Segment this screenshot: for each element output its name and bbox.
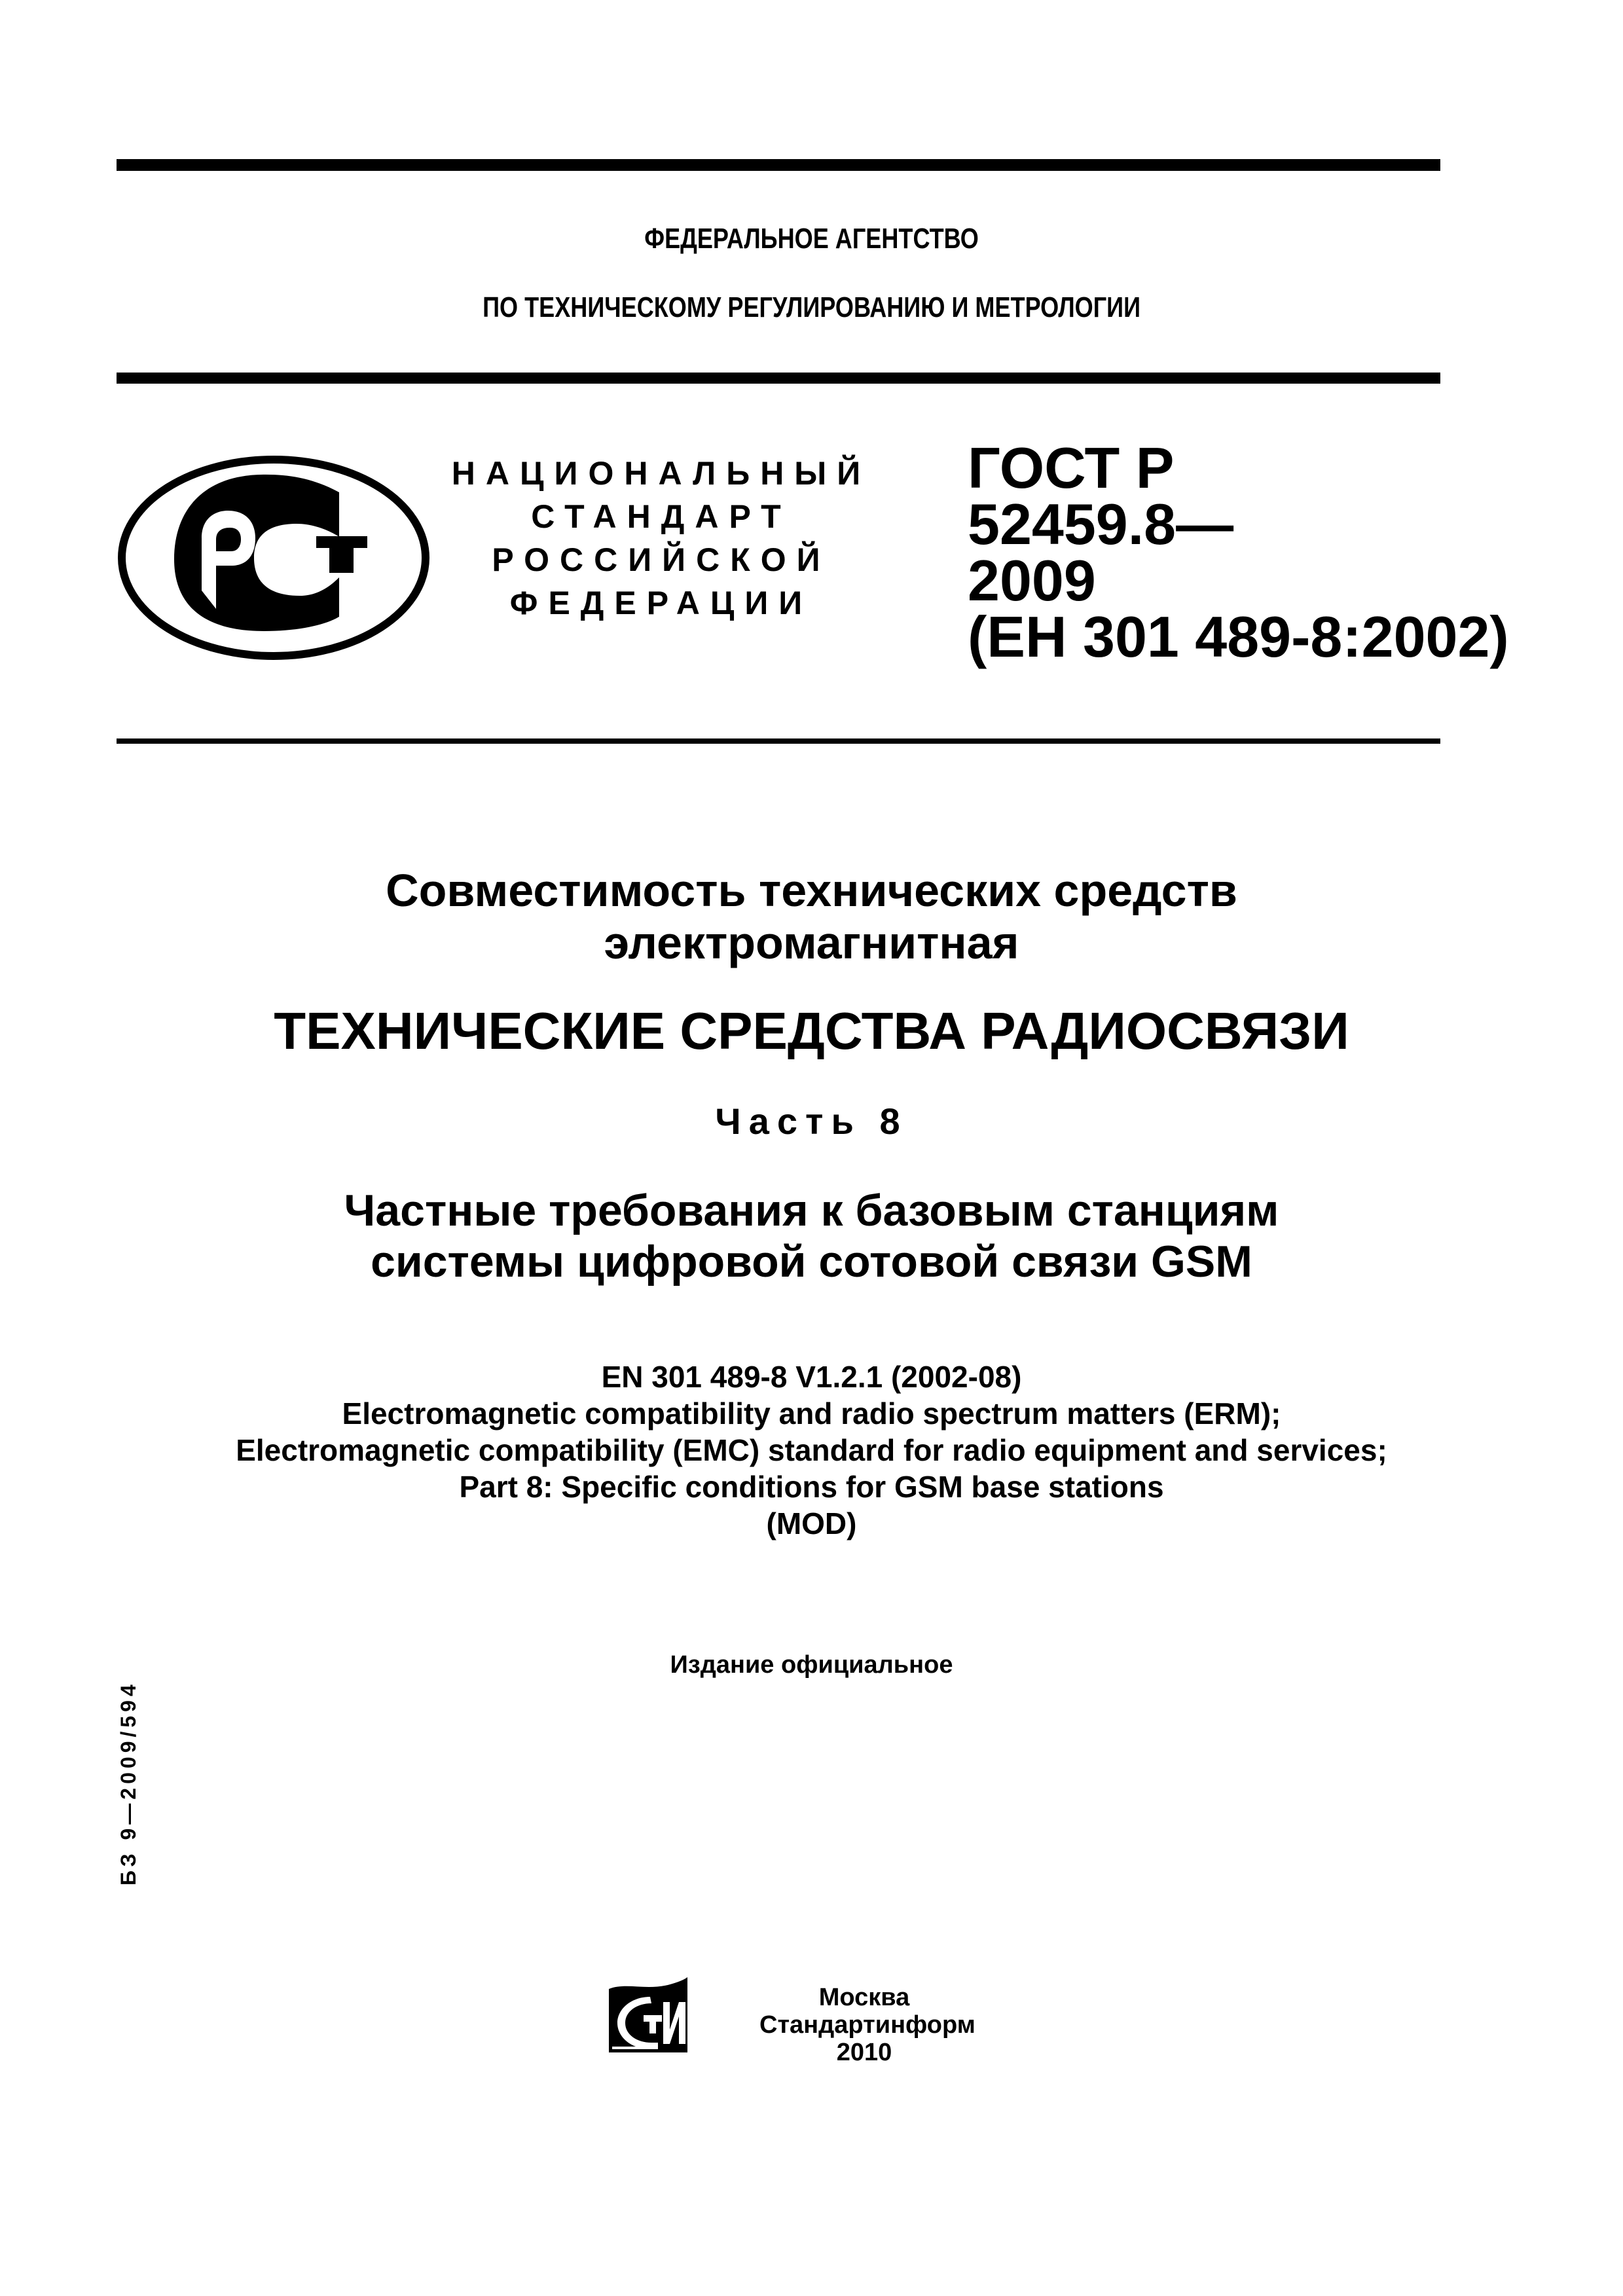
publisher-block xyxy=(759,1984,976,2066)
title-general: Совместимость технических средств электромагнитная xyxy=(386,865,1237,968)
publisher-city: Москва xyxy=(818,1984,910,2011)
agency-line-2: ПО ТЕХНИЧЕСКОМУ РЕГУЛИРОВАНИЮ И МЕТРОЛОГИИ xyxy=(483,291,1141,323)
standard-designation: ГОСТ Р 52459.8— 2009 (ЕН 301 489-8:2002) xyxy=(968,435,1509,669)
header-bottom-rule xyxy=(117,373,1440,384)
english-reference: EN 301 489-8 V1.2.1 (2002-08) Electromagnetic compatibility and radio spectrum matters (ERM); Electromagnetic compatibility (EMC) standard for radio equipment and services; Part 8: Specific conditions for GSM base stations (MOD) xyxy=(236,1360,1387,1540)
publication-year: 2010 xyxy=(836,2039,892,2066)
title-subtitle: Частные требования к базовым станциям системы цифровой сотовой связи GSM xyxy=(344,1186,1279,1286)
title-main: ТЕХНИЧЕСКИЕ СРЕДСТВА РАДИОСВЯЗИ xyxy=(274,1002,1349,1060)
rst-logo-icon xyxy=(117,453,431,663)
top-rule xyxy=(117,159,1440,171)
standard-block-rule xyxy=(117,738,1440,744)
publisher-name: Стандартинформ xyxy=(759,2011,976,2039)
side-code: БЗ 9—2009/594 xyxy=(117,1681,140,1886)
standartinform-logo-icon xyxy=(606,1977,704,2069)
national-standard-label: НАЦИОНАЛЬНЫЙ СТАНДАРТ РОССИЙСКОЙ ФЕДЕРАЦИИ xyxy=(451,455,871,621)
agency-line-1: ФЕДЕРАЛЬНОЕ АГЕНТСТВО xyxy=(644,223,979,255)
title-part: Часть 8 xyxy=(715,1101,908,1142)
edition-label: Издание официальное xyxy=(670,1651,953,1679)
